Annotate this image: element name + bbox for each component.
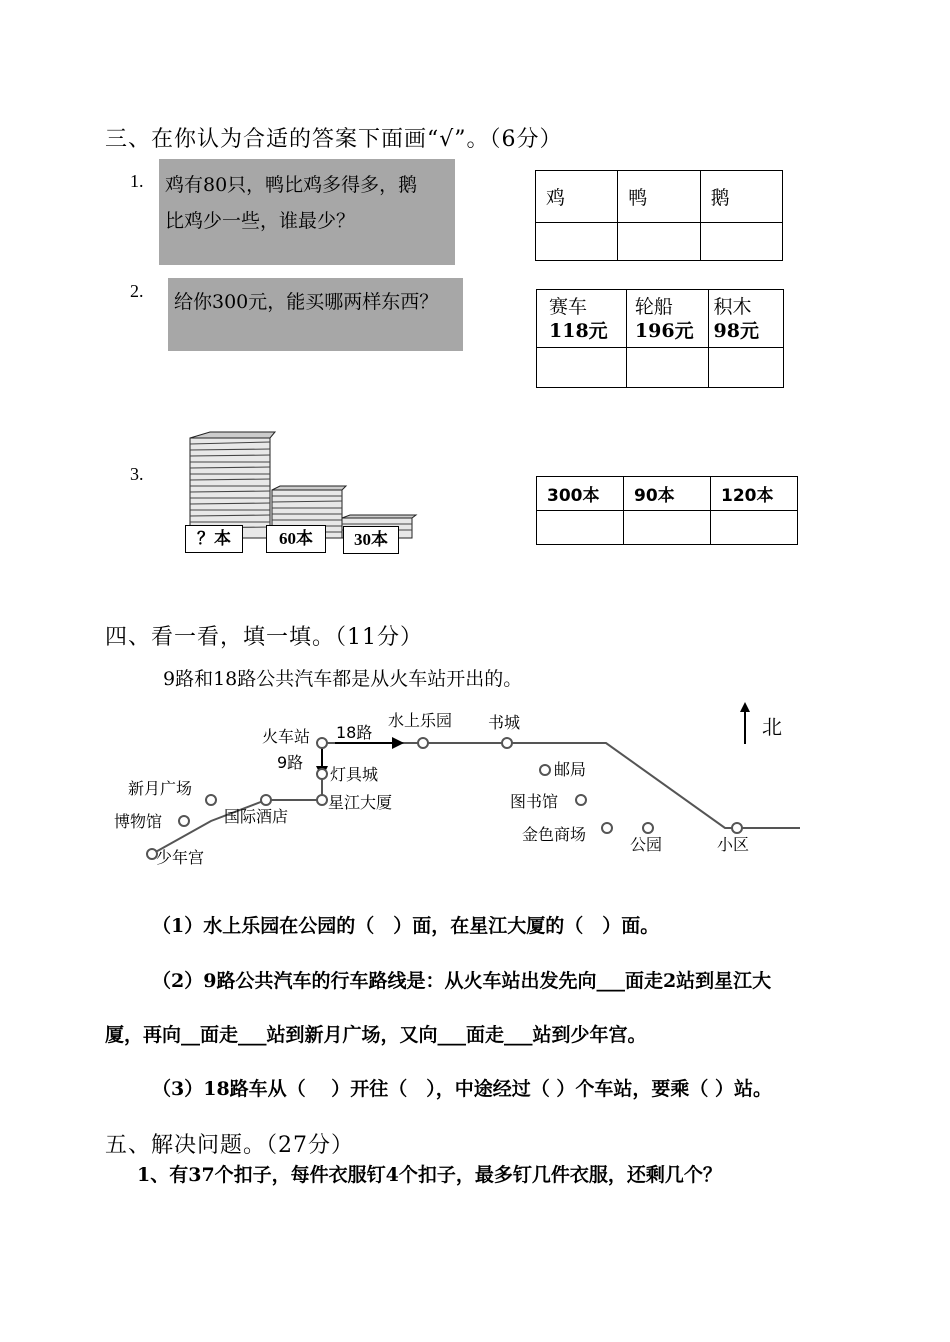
station-label: 公园: [630, 835, 663, 854]
station-label: 少年宫: [156, 848, 205, 867]
q2-question-box: [168, 278, 463, 351]
q3-answer-cell[interactable]: [624, 511, 711, 545]
q3-answer-table: [536, 476, 798, 545]
station-label: 邮局: [554, 760, 587, 779]
q2-option-price: 98元: [713, 319, 759, 342]
station-label: 灯具城: [330, 765, 379, 784]
route18-line: [322, 743, 800, 828]
q2-option-name: 赛车: [549, 295, 588, 318]
q3-answer-cell[interactable]: [711, 511, 798, 545]
q2-answer-cell[interactable]: [626, 348, 708, 388]
q1-answer-table: [535, 170, 783, 261]
q2-option-name: 轮船: [634, 295, 673, 318]
q3-option: 300本: [537, 477, 624, 511]
section5-q1: 1、有37个扣子，每件衣服钉4个扣子，最多钉几件衣服，还剩几个？: [137, 1164, 722, 1186]
section4-title: 四、看一看，填一填。（11分）: [105, 625, 423, 650]
q1-text-line2: 比鸡少一些，谁最少？: [165, 210, 356, 232]
station-marker: [502, 738, 512, 748]
route18-label: 18路: [336, 723, 373, 742]
q3-option: 120本: [711, 477, 798, 511]
q2-answer-table: [536, 289, 784, 388]
q2-text: 给你300元，能买哪两样东西？: [174, 291, 439, 313]
station-marker: [602, 823, 612, 833]
stack-label-60: 60本: [266, 525, 326, 553]
q1-option: 鹅: [700, 171, 782, 223]
section5-title: 五、解决问题。（27分）: [105, 1133, 354, 1158]
section4-intro: 9路和18路公共汽车都是从火车站开出的。: [163, 668, 523, 690]
station-label: 新月广场: [128, 779, 193, 798]
station-marker: [179, 816, 189, 826]
stack-label-unknown: ？本: [185, 525, 243, 553]
q1-answer-cell[interactable]: [618, 223, 700, 261]
section4-q3: （3）18路车从（ ）开往（ ），中途经过（ ）个车站，要乘（ ）站。: [152, 1078, 773, 1100]
station-label: 博物馆: [114, 812, 163, 831]
q2-answer-cell[interactable]: [537, 348, 627, 388]
station-marker: [206, 795, 216, 805]
q3-answer-cell[interactable]: [537, 511, 624, 545]
q1-option: 鸡: [536, 171, 618, 223]
q2-option-price: 118元: [549, 319, 608, 342]
section4-q2-line1: （2）9路公共汽车的行车路线是：从火车站出发先向___面走2站到星江大: [152, 970, 772, 992]
section4-q2-line2: 厦，再向__面走___站到新月广场，又向___面走___站到少年宫。: [105, 1024, 647, 1046]
q2-answer-cell[interactable]: [708, 348, 783, 388]
station-label: 金色商场: [522, 825, 587, 844]
station-label: 火车站: [262, 727, 311, 746]
q1-text-line1: 鸡有80只，鸭比鸡多得多，鹅: [165, 174, 418, 196]
station-label: 国际酒店: [224, 807, 289, 826]
north-label: 北: [762, 715, 782, 739]
bus-route-map: [100, 700, 800, 880]
q2-option-blocks: [708, 290, 783, 348]
section3-title: 三、在你认为合适的答案下面画“√”。（6分）: [105, 127, 563, 152]
q2-option-ship: [626, 290, 708, 348]
station-label: 水上乐园: [388, 711, 453, 730]
q2-option-price: 196元: [634, 319, 694, 342]
q3-number: 3.: [130, 464, 144, 484]
q2-number: 2.: [130, 281, 144, 301]
stack-label-30: 30本: [343, 526, 399, 554]
station-marker: [540, 765, 550, 775]
station-label: 小区: [717, 835, 750, 854]
station-marker: [317, 795, 327, 805]
station-label: 书城: [488, 713, 521, 732]
station-marker: [261, 795, 271, 805]
station-marker: [732, 823, 742, 833]
q1-number: 1.: [130, 171, 144, 191]
station-label: 星江大厦: [328, 793, 393, 812]
station-marker: [576, 795, 586, 805]
q1-answer-cell[interactable]: [536, 223, 618, 261]
station-marker: [418, 738, 428, 748]
section4-q1: （1）水上乐园在公园的（ ）面，在星江大厦的（ ）面。: [152, 915, 660, 937]
q1-question-box: [159, 159, 455, 265]
tall-book-stack: [190, 432, 275, 538]
q1-answer-cell[interactable]: [700, 223, 782, 261]
station-marker: [643, 823, 653, 833]
station-label: 图书馆: [510, 792, 559, 811]
q2-option-racecar: [537, 290, 627, 348]
q1-option: 鸭: [618, 171, 700, 223]
q3-option: 90本: [624, 477, 711, 511]
station-marker: [317, 738, 327, 748]
q2-option-name: 积木: [713, 295, 752, 318]
station-marker: [317, 769, 327, 779]
route9-label: 9路: [277, 753, 304, 772]
